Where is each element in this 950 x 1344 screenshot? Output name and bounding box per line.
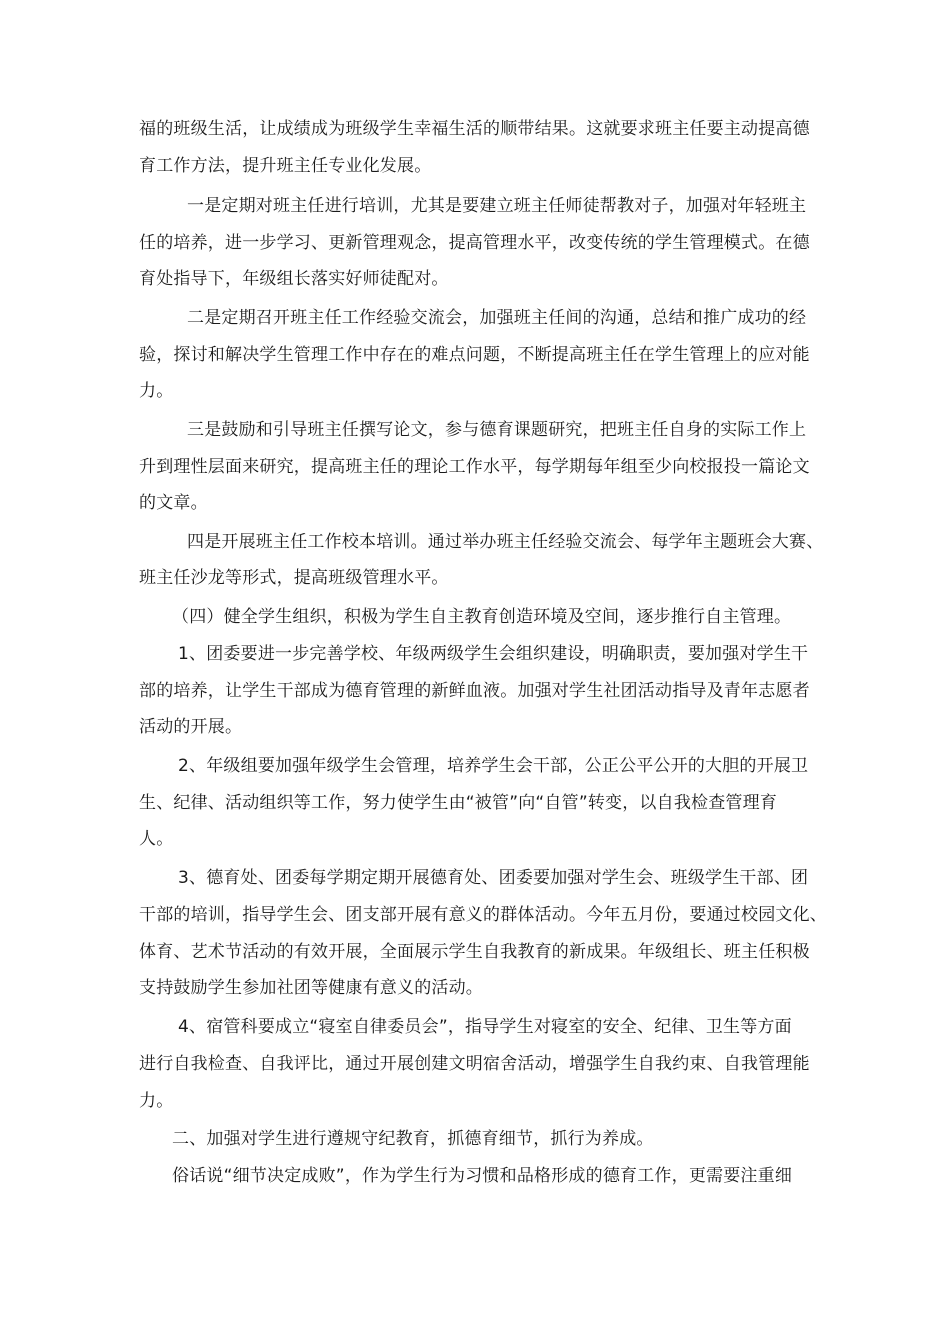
text-line: 验，探讨和解决学生管理工作中存在的难点问题，不断提高班主任在学生管理上的应对能 (139, 345, 810, 365)
text-line: 部的培养，让学生干部成为德育管理的新鲜血液。加强对学生社团活动指导及青年志愿者 (139, 681, 810, 701)
text-line: 福的班级生活，让成绩成为班级学生幸福生活的顺带结果。这就要求班主任要主动提高德 (139, 119, 810, 139)
text-line: 支持鼓励学生参加社团等健康有意义的活动。 (139, 978, 483, 998)
text-line: 育处指导下，年级组长落实好师徒配对。 (139, 269, 449, 289)
section-heading: 二、加强对学生进行遵规守纪教育，抓德育细节，抓行为养成。 (172, 1129, 654, 1149)
text-line: 力。 (139, 381, 174, 401)
text-line: 班主任沙龙等形式，提高班级管理水平。 (139, 568, 449, 588)
text-line: 干部的培训，指导学生会、团支部开展有意义的群体活动。今年五月份，要通过校园文化、 (139, 905, 827, 925)
text-line: 升到理性层面来研究，提高班主任的理论工作水平，每学期每年组至少向校报投一篇论文 (139, 457, 810, 477)
text-line: 1、团委要进一步完善学校、年级两级学生会组织建设，明确职责，要加强对学生干 (178, 644, 809, 664)
text-line: 力。 (139, 1091, 174, 1111)
text-line: 育工作方法，提升班主任专业化发展。 (139, 156, 432, 176)
text-line: 生、纪律、活动组织等工作，努力使学生由“被管”向“自管”转变，以自我检查管理育 (139, 793, 778, 813)
section-heading: （四）健全学生组织，积极为学生自主教育创造环境及空间，逐步推行自主管理。 (172, 607, 792, 627)
text-line: 进行自我检查、自我评比，通过开展创建文明宿舍活动，增强学生自我约束、自我管理能 (139, 1054, 810, 1074)
text-line: 体育、艺术节活动的有效开展，全面展示学生自我教育的新成果。年级组长、班主任积极 (139, 942, 810, 962)
text-line: 活动的开展。 (139, 717, 243, 737)
text-line: 四是开展班主任工作校本培训。通过举办班主任经验交流会、每学年主题班会大赛、 (187, 532, 824, 552)
text-line: 人。 (139, 829, 174, 849)
text-line: 俗话说“细节决定成败”，作为学生行为习惯和品格形成的德育工作，更需要注重细 (172, 1166, 793, 1186)
text-line: 3、德育处、团委每学期定期开展德育处、团委要加强对学生会、班级学生干部、团 (178, 868, 809, 888)
text-line: 三是鼓励和引导班主任撰写论文，参与德育课题研究，把班主任自身的实际工作上 (187, 420, 807, 440)
text-line: 一是定期对班主任进行培训，尤其是要建立班主任师徒帮教对子，加强对年轻班主 (187, 196, 807, 216)
text-line: 4、宿管科要成立“寝室自律委员会”，指导学生对寝室的安全、纪律、卫生等方面 (178, 1017, 792, 1037)
text-line: 2、年级组要加强年级学生会管理，培养学生会干部，公正公平公开的大胆的开展卫 (178, 756, 809, 776)
text-line: 二是定期召开班主任工作经验交流会，加强班主任间的沟通，总结和推广成功的经 (187, 308, 807, 328)
text-line: 的文章。 (139, 493, 208, 513)
text-line: 任的培养，进一步学习、更新管理观念，提高管理水平，改变传统的学生管理模式。在德 (139, 233, 810, 253)
